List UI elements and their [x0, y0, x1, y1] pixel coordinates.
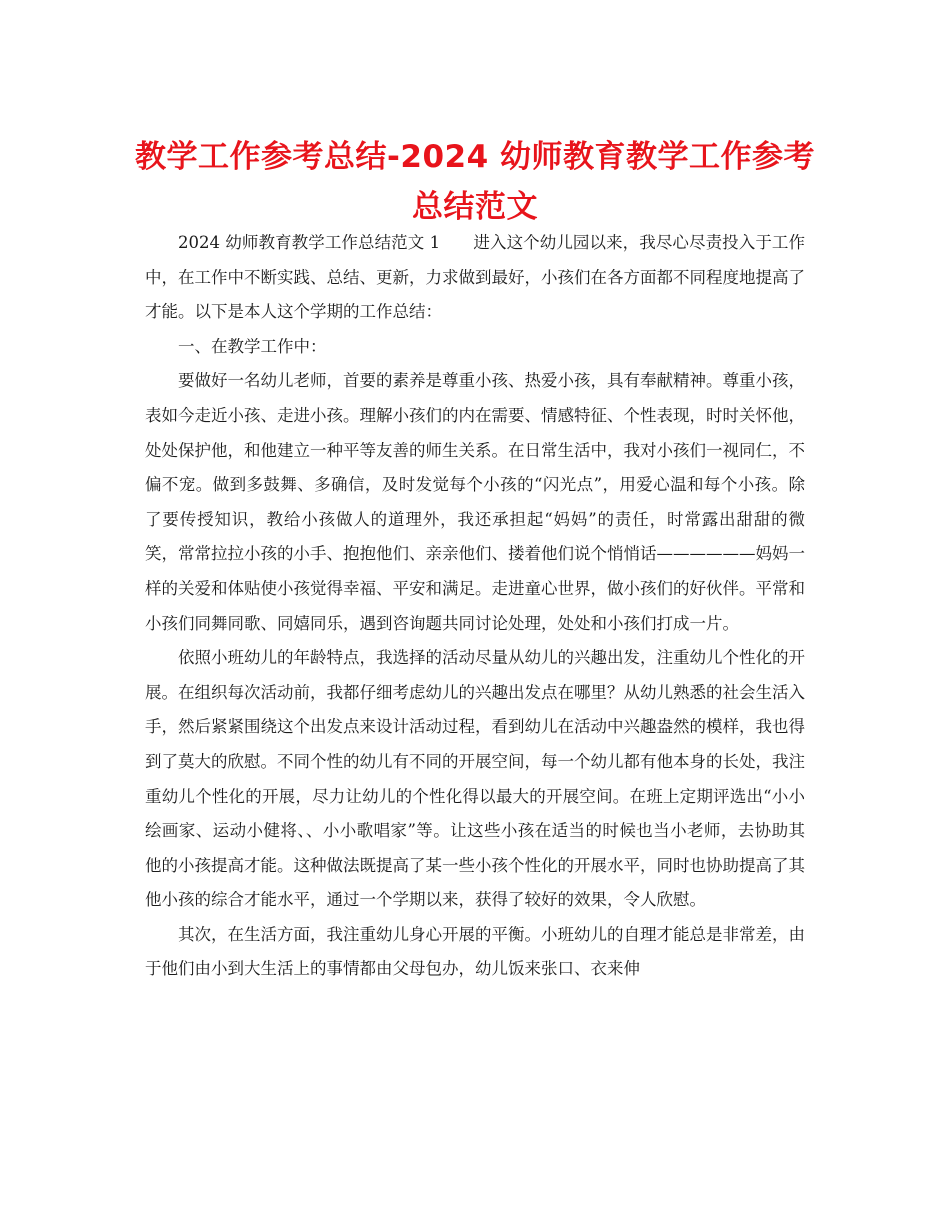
paragraph: 其次，在生活方面，我注重幼儿身心开展的平衡。小班幼儿的自理才能总是非常差，由于他们由小到大生活上的事情都由父母包办，幼儿饭来张口、衣来伸 — [145, 924, 805, 979]
paragraph: 依照小班幼儿的年龄特点，我选择的活动尽量从幼儿的兴趣出发，注重幼儿个性化的开展。在组织每次活动前，我都仔细考虑幼儿的兴趣出发点在哪里？从幼儿熟悉的社会生活入手，然后紧紧围绕这个出发点来设计活动过程，看到幼儿在活动中兴趣盎然的模样，我也得到了莫大的欣慰。不同个性的幼儿有不同的开展空间，每一个幼儿都有他本身的长处，我注重幼儿个性化的开展，尽力让幼儿的个性化得以最大的开展空间。在班上定期评选出“小小绘画家、运动小健将、、小小歌唱家”等。让这些小孩在适当的时候也当小老师，去协助其他的小孩提高才能。这种做法既提高了某一些小孩个性化的开展水平，同时也协助提高了其他小孩的综合才能水平，通过一个学期以来，获得了较好的效果，令人欣慰。 — [145, 648, 805, 910]
paragraph-intro: 2024 幼师教育教学工作总结范文 1 进入这个幼儿园以来，我尽心尽责投入于工作中，在工作中不断实践、总结、更新，力求做到最好，小孩们在各方面都不同程度地提高了才能。以下是本人这个学期的工作总结： — [145, 233, 805, 322]
paragraph: 要做好一名幼儿老师，首要的素养是尊重小孩、热爱小孩，具有奉献精神。尊重小孩，表如今走近小孩、走进小孩。理解小孩们的内在需要、情感特征、个性表现，时时关怀他，处处保护他，和他建立一种平等友善的师生关系。在日常生活中，我对小孩们一视同仁，不偏不宠。做到多鼓舞、多确信，及时发觉每个小孩的“闪光点”，用爱心温和每个小孩。除了要传授知识，教给小孩做人的道理外，我还承担起“妈妈”的责任，时常露出甜甜的微笑，常常拉拉小孩的小手、抱抱他们、亲亲他们、搂着他们说个悄悄话——————妈妈一样的关爱和体贴使小孩觉得幸福、平安和满足。走进童心世界，做小孩们的好伙伴。平常和小孩们同舞同歌、同嬉同乐，遇到咨询题共同讨论处理，处处和小孩们打成一片。 — [145, 371, 805, 633]
section-heading: 一、在教学工作中： — [178, 336, 327, 356]
title-line-2: 总结范文 — [412, 189, 538, 225]
title-line-1: 教学工作参考总结-2024 幼师教育教学工作参考 — [135, 139, 815, 175]
document-body — [145, 226, 805, 987]
document-title — [130, 132, 820, 232]
